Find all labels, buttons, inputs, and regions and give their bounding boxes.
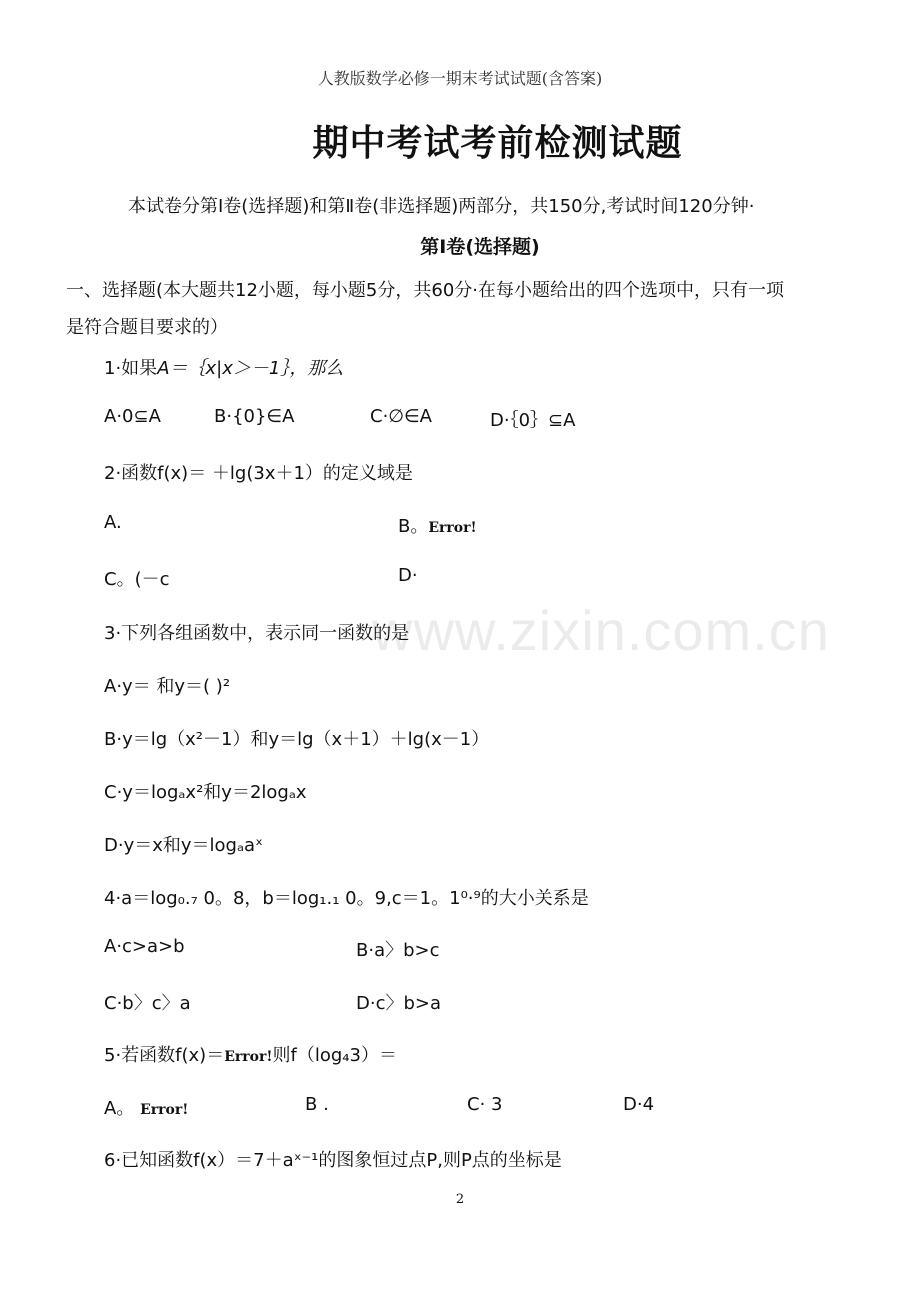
- question-2-stem: 2·函数f(x)＝ ＋lg(3x＋1）的定义域是: [104, 463, 413, 484]
- question-5-option-a: [104, 1094, 188, 1120]
- question-5-stem-prefix: 5·若函数f(x)＝: [104, 1045, 225, 1066]
- question-5-stem: [104, 1041, 397, 1067]
- section-heading-line2: 是符合题目要求的）: [66, 317, 228, 338]
- question-2-option-b-label: B。: [398, 516, 429, 537]
- question-2-option-a: A.: [104, 512, 122, 533]
- question-5-option-b: B .: [305, 1094, 329, 1115]
- section-heading-line1: 一、选择题(本大题共12小题，每小题5分，共60分·在每小题给出的四个选项中，只有一项: [66, 280, 785, 301]
- exam-intro: 本试卷分第Ⅰ卷(选择题)和第Ⅱ卷(非选择题)两部分，共150分,考试时间120分钟·: [128, 196, 755, 217]
- question-1-option-b: B·{0}∈A: [214, 406, 295, 427]
- question-2-option-b-error: Error!: [428, 520, 477, 536]
- question-1-option-d: D·｛0｝⊆A: [490, 410, 576, 431]
- question-2-option-d: D·: [398, 565, 418, 586]
- question-4-option-d: D·c〉b>a: [356, 993, 442, 1014]
- question-4-option-b: B·a〉b>c: [356, 940, 440, 961]
- question-5-option-a-error: Error!: [140, 1102, 189, 1118]
- question-4-stem: 4·a＝log₀.₇ 0。8，b＝log₁.₁ 0。9,c＝1。1⁰·⁹的大小关系是: [104, 888, 589, 909]
- question-3-option-b: B·y＝lg（x²－1）和y＝lg（x＋1）＋lg(x－1）: [104, 729, 490, 750]
- question-1-option-a: A·0⊆A: [104, 406, 161, 427]
- page-number: 2: [455, 1192, 465, 1207]
- question-3-option-c: C·y＝logₐx²和y＝2logₐx: [104, 782, 307, 803]
- question-5-option-d: D·4: [623, 1094, 655, 1115]
- question-2-option-b: [398, 512, 477, 538]
- watermark: www.zixin.com.cn: [372, 599, 830, 662]
- question-5-stem-suffix: 则f（log₄3）＝: [272, 1045, 397, 1066]
- question-4-option-c: C·b〉c〉a: [104, 993, 191, 1014]
- question-3-option-d: D·y＝x和y＝logₐaˣ: [104, 835, 264, 856]
- page-title: 期中考试考前检测试题: [312, 122, 683, 164]
- question-5-option-c: C· 3: [467, 1094, 503, 1115]
- part-heading: 第Ⅰ卷(选择题): [420, 236, 540, 258]
- question-5-option-a-label: A。: [104, 1098, 135, 1119]
- question-1-prefix: 1·如果: [104, 358, 158, 379]
- question-5-stem-error: Error!: [224, 1049, 273, 1065]
- question-3-stem: 3·下列各组函数中，表示同一函数的是: [104, 623, 410, 644]
- question-1-body: A＝｛x|x＞－1｝，那么: [157, 358, 344, 379]
- question-4-option-a: A·c>a>b: [104, 936, 185, 957]
- question-3-option-a: A·y＝ 和y＝( )²: [104, 676, 231, 697]
- question-2-option-c: C。(－c: [104, 569, 170, 590]
- question-1-stem: [104, 354, 343, 380]
- question-6-stem: 6·已知函数f(x）＝7＋aˣ⁻¹的图象恒过点P,则P点的坐标是: [104, 1150, 562, 1171]
- page-header: 人教版数学必修一期末考试试题(含答案): [317, 69, 603, 88]
- question-1-option-c: C·∅∈A: [370, 406, 432, 427]
